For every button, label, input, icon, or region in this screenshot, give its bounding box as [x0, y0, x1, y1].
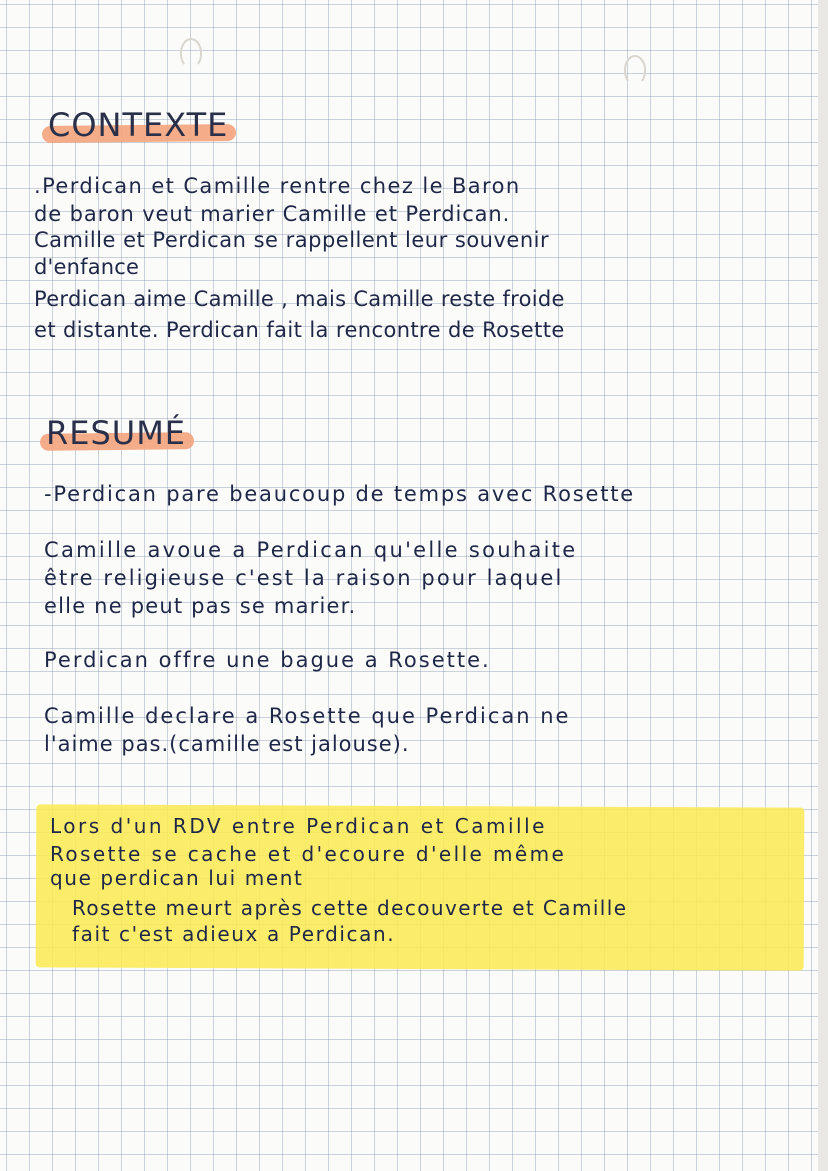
binder-hole	[624, 55, 646, 85]
resume-line: -Perdican pare beaucoup de temps avec Rosette	[44, 482, 636, 506]
highlight-line: Lors d'un RDV entre Perdican et Camille	[50, 814, 547, 838]
contexte-line: et distante. Perdican fait la rencontre de Rosette	[34, 318, 565, 342]
contexte-line: d'enfance	[34, 255, 140, 279]
contexte-line: de baron veut marier Camille et Perdican.	[34, 202, 511, 226]
resume-heading: RESUMÉ	[46, 414, 187, 452]
resume-heading-block	[46, 414, 186, 452]
contexte-line: Camille et Perdican se rappellent leur souvenir	[34, 228, 550, 252]
contexte-line: .Perdican et Camille rentre chez le Baron	[34, 174, 521, 198]
resume-line: Camille avoue a Perdican qu'elle souhaite	[44, 538, 578, 562]
resume-line: elle ne peut pas se marier.	[44, 594, 357, 618]
binder-hole	[180, 38, 202, 68]
highlight-line: fait c'est adieux a Perdican.	[72, 922, 396, 946]
highlight-line: que perdican lui ment	[50, 866, 304, 890]
highlight-line: Rosette meurt après cette decouverte et Camille	[72, 896, 628, 920]
resume-line: Perdican offre une bague a Rosette.	[44, 648, 491, 672]
resume-line: Camille declare a Rosette que Perdican ne	[44, 704, 571, 728]
page-edge	[818, 0, 828, 1171]
resume-line: être religieuse c'est la raison pour laquel	[44, 566, 564, 590]
resume-line: l'aime pas.(camille est jalouse).	[44, 732, 410, 756]
contexte-heading-block	[48, 106, 228, 144]
contexte-heading: CONTEXTE	[48, 106, 229, 144]
contexte-line: Perdican aime Camille , mais Camille reste froide	[34, 287, 565, 311]
highlight-line: Rosette se cache et d'ecoure d'elle même	[50, 842, 567, 866]
